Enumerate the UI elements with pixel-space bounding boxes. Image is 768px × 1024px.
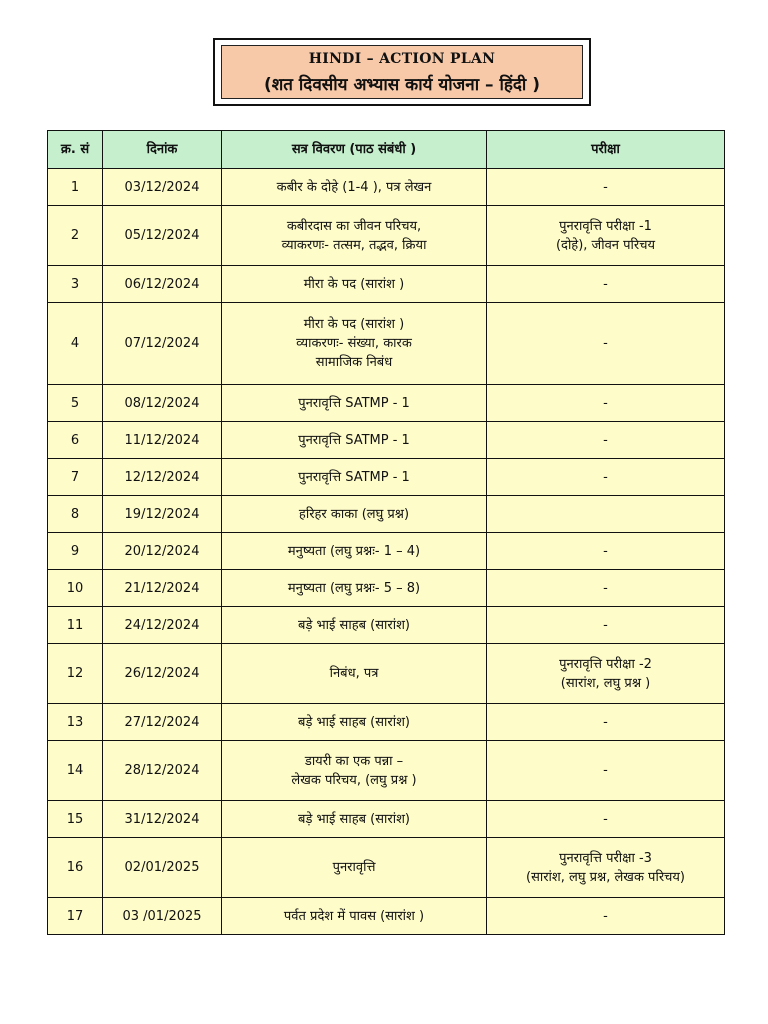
session-cell bbox=[222, 898, 487, 935]
serial-cell-text: 1 bbox=[70, 179, 80, 195]
date-cell-text: 11/12/2024 bbox=[124, 432, 200, 448]
session-cell-text: बड़े भाई साहब (सारांश) bbox=[298, 811, 410, 827]
serial-cell bbox=[48, 644, 103, 704]
session-cell bbox=[222, 459, 487, 496]
exam-cell-text: - bbox=[603, 432, 608, 448]
date-cell-text: 20/12/2024 bbox=[124, 543, 200, 559]
date-cell bbox=[103, 459, 222, 496]
session-cell-text: मनुष्यता (लघु प्रश्नः- 5 – 8) bbox=[287, 580, 421, 596]
exam-cell bbox=[487, 206, 725, 266]
exam-cell bbox=[487, 570, 725, 607]
date-cell-text: 28/12/2024 bbox=[124, 763, 200, 778]
date-cell-text: 08/12/2024 bbox=[124, 395, 200, 411]
date-cell bbox=[103, 898, 222, 935]
date-cell-text: 05/12/2024 bbox=[124, 228, 200, 243]
date-cell-text: 21/12/2024 bbox=[124, 580, 200, 596]
session-cell-text: निबंध, पत्र bbox=[329, 666, 379, 681]
date-cell bbox=[103, 422, 222, 459]
title-box bbox=[213, 38, 591, 106]
date-cell-text: 07/12/2024 bbox=[124, 336, 200, 351]
session-cell-text: हरिहर काका (लघु प्रश्न) bbox=[298, 506, 410, 522]
table-row bbox=[48, 303, 725, 385]
exam-cell bbox=[487, 385, 725, 422]
table-row bbox=[48, 838, 725, 898]
exam-cell-text: - bbox=[603, 336, 608, 351]
serial-cell-text: 6 bbox=[70, 432, 80, 448]
document-subtitle: (शत दिवसीय अभ्यास कार्य योजना – हिंदी ) bbox=[263, 75, 541, 95]
session-cell-text: बड़े भाई साहब (सारांश) bbox=[298, 617, 410, 633]
exam-cell bbox=[487, 266, 725, 303]
exam-cell-text: - bbox=[603, 763, 608, 778]
table-body bbox=[48, 169, 725, 935]
exam-cell bbox=[487, 607, 725, 644]
session-cell-text: कबीर के दोहे (1-4 ), पत्र लेखन bbox=[276, 179, 432, 195]
serial-cell-text: 17 bbox=[66, 908, 84, 924]
exam-cell bbox=[487, 704, 725, 741]
date-cell bbox=[103, 741, 222, 801]
session-cell bbox=[222, 496, 487, 533]
serial-cell bbox=[48, 741, 103, 801]
serial-cell-text: 4 bbox=[70, 336, 80, 351]
serial-cell bbox=[48, 303, 103, 385]
serial-cell-text: 12 bbox=[66, 666, 84, 681]
session-cell-text: डायरी का एक पन्ना – लेखक परिचय, (लघु प्रश्न ) bbox=[291, 753, 417, 788]
session-cell-text: मीरा के पद (सारांश ) व्याकरणः- संख्या, कारक सामाजिक निबंध bbox=[296, 317, 412, 370]
serial-cell-text: 7 bbox=[70, 469, 80, 485]
session-cell bbox=[222, 385, 487, 422]
exam-cell-text: पुनरावृत्ति परीक्षा -2 (सारांश, लघु प्रश्न ) bbox=[559, 656, 652, 691]
serial-cell bbox=[48, 169, 103, 206]
serial-cell-text: 15 bbox=[66, 811, 84, 827]
table-row bbox=[48, 801, 725, 838]
date-cell bbox=[103, 607, 222, 644]
serial-cell bbox=[48, 704, 103, 741]
serial-cell bbox=[48, 422, 103, 459]
exam-cell-text: - bbox=[603, 179, 608, 195]
exam-cell-text: पुनरावृत्ति परीक्षा -1 (दोहे), जीवन परिचय bbox=[555, 218, 656, 253]
serial-cell bbox=[48, 385, 103, 422]
session-cell-text: पुनरावृत्ति SATMP - 1 bbox=[298, 469, 410, 485]
date-cell-text: 06/12/2024 bbox=[124, 276, 200, 292]
date-cell-text: 31/12/2024 bbox=[124, 811, 200, 827]
date-cell-text: 26/12/2024 bbox=[124, 666, 200, 681]
date-cell-text: 03 /01/2025 bbox=[122, 908, 202, 924]
table-header-row bbox=[48, 131, 725, 169]
column-header-exam: परीक्षा bbox=[487, 131, 725, 169]
table-row bbox=[48, 533, 725, 570]
date-cell bbox=[103, 385, 222, 422]
session-cell bbox=[222, 644, 487, 704]
serial-cell bbox=[48, 533, 103, 570]
exam-cell-text: - bbox=[603, 811, 608, 827]
exam-cell bbox=[487, 838, 725, 898]
session-cell bbox=[222, 838, 487, 898]
serial-cell-text: 10 bbox=[66, 580, 84, 596]
serial-cell bbox=[48, 266, 103, 303]
date-cell bbox=[103, 266, 222, 303]
exam-cell bbox=[487, 422, 725, 459]
exam-cell-text: - bbox=[603, 276, 608, 292]
serial-cell-text: 5 bbox=[70, 395, 80, 411]
session-cell bbox=[222, 169, 487, 206]
exam-cell bbox=[487, 801, 725, 838]
session-cell-text: पुनरावृत्ति SATMP - 1 bbox=[298, 395, 410, 411]
exam-cell-text: - bbox=[603, 580, 608, 596]
date-cell bbox=[103, 801, 222, 838]
exam-cell-text: - bbox=[603, 543, 608, 559]
date-cell-text: 02/01/2025 bbox=[124, 860, 200, 875]
session-cell bbox=[222, 570, 487, 607]
session-cell-text: कबीरदास का जीवन परिचय, व्याकरणः- तत्सम, तद्भव, क्रिया bbox=[281, 218, 427, 253]
table-row bbox=[48, 607, 725, 644]
exam-cell-text: - bbox=[603, 617, 608, 633]
serial-cell bbox=[48, 570, 103, 607]
session-cell bbox=[222, 801, 487, 838]
date-cell bbox=[103, 570, 222, 607]
table-row bbox=[48, 496, 725, 533]
table-row bbox=[48, 898, 725, 935]
exam-cell bbox=[487, 496, 725, 533]
column-header-date: दिनांक bbox=[103, 131, 222, 169]
serial-cell-text: 14 bbox=[66, 763, 84, 778]
exam-cell bbox=[487, 169, 725, 206]
session-cell bbox=[222, 533, 487, 570]
exam-cell bbox=[487, 303, 725, 385]
column-header-serial: क्र. सं bbox=[48, 131, 103, 169]
exam-cell bbox=[487, 644, 725, 704]
date-cell bbox=[103, 644, 222, 704]
date-cell bbox=[103, 838, 222, 898]
session-cell-text: मीरा के पद (सारांश ) bbox=[303, 276, 405, 292]
table-row bbox=[48, 741, 725, 801]
exam-cell-text: पुनरावृत्ति परीक्षा -3 (सारांश, लघु प्रश्न, लेखक परिचय) bbox=[526, 850, 685, 885]
exam-cell-text: - bbox=[603, 714, 608, 730]
table-row bbox=[48, 206, 725, 266]
serial-cell-text: 16 bbox=[66, 860, 84, 875]
session-cell-text: बड़े भाई साहब (सारांश) bbox=[298, 714, 410, 730]
exam-cell bbox=[487, 533, 725, 570]
action-plan-table bbox=[47, 130, 725, 935]
date-cell-text: 19/12/2024 bbox=[124, 506, 200, 522]
session-cell bbox=[222, 422, 487, 459]
session-cell bbox=[222, 607, 487, 644]
title-banner bbox=[221, 45, 583, 99]
table-row bbox=[48, 266, 725, 303]
table-row bbox=[48, 385, 725, 422]
session-cell bbox=[222, 303, 487, 385]
session-cell-text: पर्वत प्रदेश में पावस (सारांश ) bbox=[283, 908, 425, 924]
serial-cell bbox=[48, 838, 103, 898]
date-cell-text: 12/12/2024 bbox=[124, 469, 200, 485]
serial-cell bbox=[48, 496, 103, 533]
date-cell bbox=[103, 533, 222, 570]
exam-cell bbox=[487, 459, 725, 496]
table-row bbox=[48, 704, 725, 741]
serial-cell-text: 3 bbox=[70, 276, 80, 292]
date-cell-text: 03/12/2024 bbox=[124, 179, 200, 195]
exam-cell-text: - bbox=[603, 469, 608, 485]
serial-cell-text: 11 bbox=[66, 617, 84, 633]
serial-cell-text: 9 bbox=[70, 543, 80, 559]
date-cell bbox=[103, 496, 222, 533]
exam-cell bbox=[487, 741, 725, 801]
serial-cell bbox=[48, 206, 103, 266]
table-row bbox=[48, 644, 725, 704]
table-row bbox=[48, 422, 725, 459]
session-cell bbox=[222, 704, 487, 741]
serial-cell bbox=[48, 459, 103, 496]
date-cell bbox=[103, 704, 222, 741]
column-header-session: सत्र विवरण (पाठ संबंधी ) bbox=[222, 131, 487, 169]
serial-cell-text: 8 bbox=[70, 506, 80, 522]
serial-cell-text: 2 bbox=[70, 228, 80, 243]
exam-cell bbox=[487, 898, 725, 935]
date-cell-text: 24/12/2024 bbox=[124, 617, 200, 633]
session-cell bbox=[222, 266, 487, 303]
date-cell bbox=[103, 169, 222, 206]
serial-cell-text: 13 bbox=[66, 714, 84, 730]
document-title: HINDI – ACTION PLAN bbox=[308, 51, 496, 67]
session-cell-text: पुनरावृत्ति SATMP - 1 bbox=[298, 432, 410, 448]
session-cell-text: पुनरावृत्ति bbox=[332, 860, 376, 875]
table-row bbox=[48, 459, 725, 496]
exam-cell-text: - bbox=[603, 908, 608, 924]
serial-cell bbox=[48, 607, 103, 644]
date-cell bbox=[103, 206, 222, 266]
session-cell bbox=[222, 206, 487, 266]
serial-cell bbox=[48, 801, 103, 838]
serial-cell bbox=[48, 898, 103, 935]
session-cell-text: मनुष्यता (लघु प्रश्नः- 1 – 4) bbox=[287, 543, 421, 559]
session-cell bbox=[222, 741, 487, 801]
date-cell bbox=[103, 303, 222, 385]
table-row bbox=[48, 570, 725, 607]
date-cell-text: 27/12/2024 bbox=[124, 714, 200, 730]
exam-cell-text: - bbox=[603, 395, 608, 411]
table-row bbox=[48, 169, 725, 206]
